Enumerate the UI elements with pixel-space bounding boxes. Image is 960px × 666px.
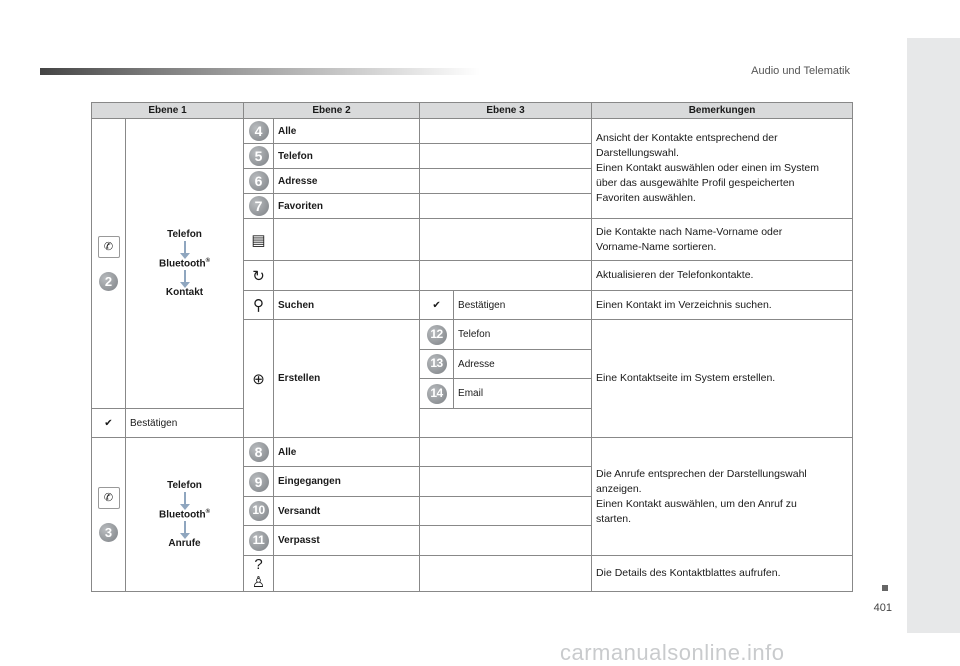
arrow-down-icon xyxy=(184,521,186,534)
level2-number-cell xyxy=(244,194,274,219)
check-icon: ✔ xyxy=(92,409,126,438)
refresh-icon: ↻ xyxy=(244,261,274,291)
level2-label: Alle xyxy=(274,119,420,144)
level1-path-cell xyxy=(126,438,244,592)
path-step: Kontakt xyxy=(165,287,204,299)
level3-label: Bestätigen xyxy=(126,409,244,438)
level3-empty xyxy=(420,497,592,526)
column-header: Ebene 2 xyxy=(244,103,420,119)
add-icon: ⊕ xyxy=(244,320,274,438)
level2-label: Verpasst xyxy=(274,526,420,556)
menu-table xyxy=(91,102,853,592)
page-number: 401 xyxy=(873,602,892,614)
table-row xyxy=(92,119,853,144)
step-badge: 13 xyxy=(427,354,447,374)
step-badge: 5 xyxy=(249,146,269,166)
remark-cell: Die Anrufe entsprechen der Darstellungswahl anzeigen. Einen Kontakt auswählen, um den Anruf zu starten. xyxy=(592,438,853,556)
level2-label: Suchen xyxy=(274,291,420,320)
remark-cell: Einen Kontakt im Verzeichnis suchen. xyxy=(592,291,853,320)
path-step: Bluetooth® xyxy=(158,257,211,270)
step-badge: 4 xyxy=(249,121,269,141)
path-step: Telefon xyxy=(167,228,202,240)
remark-cell: Ansicht der Kontakte entsprechend der Darstellungswahl. Einen Kontakt auswählen oder einen im System über das ausgewählte Profil gespeicherten Favoriten auswählen. xyxy=(592,119,853,219)
level2-number-cell xyxy=(244,119,274,144)
level2-empty xyxy=(274,261,420,291)
level2-label: Erstellen xyxy=(274,320,420,438)
level3-label: Bestätigen xyxy=(454,291,592,320)
level2-number-cell xyxy=(244,526,274,556)
level3-empty xyxy=(420,119,592,144)
check-icon: ✔ xyxy=(420,291,454,320)
level2-label: Adresse xyxy=(274,169,420,194)
page-header-title: Audio und Telematik xyxy=(751,65,850,77)
level3-empty xyxy=(420,219,592,261)
level2-empty xyxy=(274,556,420,592)
path-step: Telefon xyxy=(167,479,202,491)
level3-empty xyxy=(420,526,592,556)
step-badge: 11 xyxy=(249,531,269,551)
arrow-down-icon xyxy=(184,492,186,505)
level2-label: Versandt xyxy=(274,497,420,526)
path-step: Bluetooth® xyxy=(158,508,211,521)
step-badge: 9 xyxy=(249,472,269,492)
remark-cell: Die Details des Kontaktblattes aufrufen. xyxy=(592,556,853,592)
column-header: Ebene 3 xyxy=(420,103,592,119)
level1-number-cell xyxy=(92,119,126,409)
level1-number-cell xyxy=(92,438,126,592)
path-step: Anrufe xyxy=(168,538,201,550)
phone-icon: ✆ xyxy=(98,487,120,509)
header-gradient-bar xyxy=(40,68,480,75)
phone-icon: ✆ xyxy=(98,236,120,258)
level2-label: Alle xyxy=(274,438,420,467)
level3-empty xyxy=(420,169,592,194)
column-header: Ebene 1 xyxy=(92,103,244,119)
column-header: Bemerkungen xyxy=(592,103,853,119)
level3-number-cell xyxy=(420,350,454,379)
menu-path xyxy=(159,229,210,298)
sort-contacts-icon: ▤ xyxy=(244,219,274,261)
search-icon: ⚲ xyxy=(244,291,274,320)
table-row xyxy=(92,438,853,467)
level1-path-cell xyxy=(126,119,244,409)
contact-details-icon: ?♙ xyxy=(244,556,274,592)
step-badge: 3 xyxy=(99,523,118,542)
side-strip xyxy=(907,38,960,633)
level2-number-cell xyxy=(244,169,274,194)
remark-cell: Die Kontakte nach Name-Vorname oder Vorname-Name sortieren. xyxy=(592,219,853,261)
level3-label: Telefon xyxy=(454,320,592,350)
arrow-down-icon xyxy=(184,270,186,283)
level3-number-cell xyxy=(420,379,454,409)
level2-number-cell xyxy=(244,497,274,526)
menu-path xyxy=(159,480,210,549)
level2-number-cell xyxy=(244,467,274,497)
table-header-row xyxy=(92,103,853,119)
level2-label: Telefon xyxy=(274,144,420,169)
remark-cell: Aktualisieren der Telefonkontakte. xyxy=(592,261,853,291)
remark-cell: Eine Kontaktseite im System erstellen. xyxy=(592,320,853,438)
level2-empty xyxy=(274,219,420,261)
level3-empty xyxy=(420,467,592,497)
level2-number-cell xyxy=(244,438,274,467)
page-marker xyxy=(882,585,888,591)
step-badge: 7 xyxy=(249,196,269,216)
level3-empty xyxy=(420,261,592,291)
level2-number-cell xyxy=(244,144,274,169)
step-badge: 6 xyxy=(249,171,269,191)
step-badge: 12 xyxy=(427,325,447,345)
level2-label: Favoriten xyxy=(274,194,420,219)
level3-label: Email xyxy=(454,379,592,409)
step-badge: 8 xyxy=(249,442,269,462)
watermark: carmanualsonline.info xyxy=(560,640,785,665)
step-badge: 10 xyxy=(249,501,269,521)
level2-label: Eingegangen xyxy=(274,467,420,497)
level3-empty xyxy=(420,144,592,169)
step-badge: 14 xyxy=(427,384,447,404)
arrow-down-icon xyxy=(184,241,186,254)
level3-empty xyxy=(420,556,592,592)
level3-label: Adresse xyxy=(454,350,592,379)
step-badge: 2 xyxy=(99,272,118,291)
level3-empty xyxy=(420,194,592,219)
level3-empty xyxy=(420,438,592,467)
level3-number-cell xyxy=(420,320,454,350)
